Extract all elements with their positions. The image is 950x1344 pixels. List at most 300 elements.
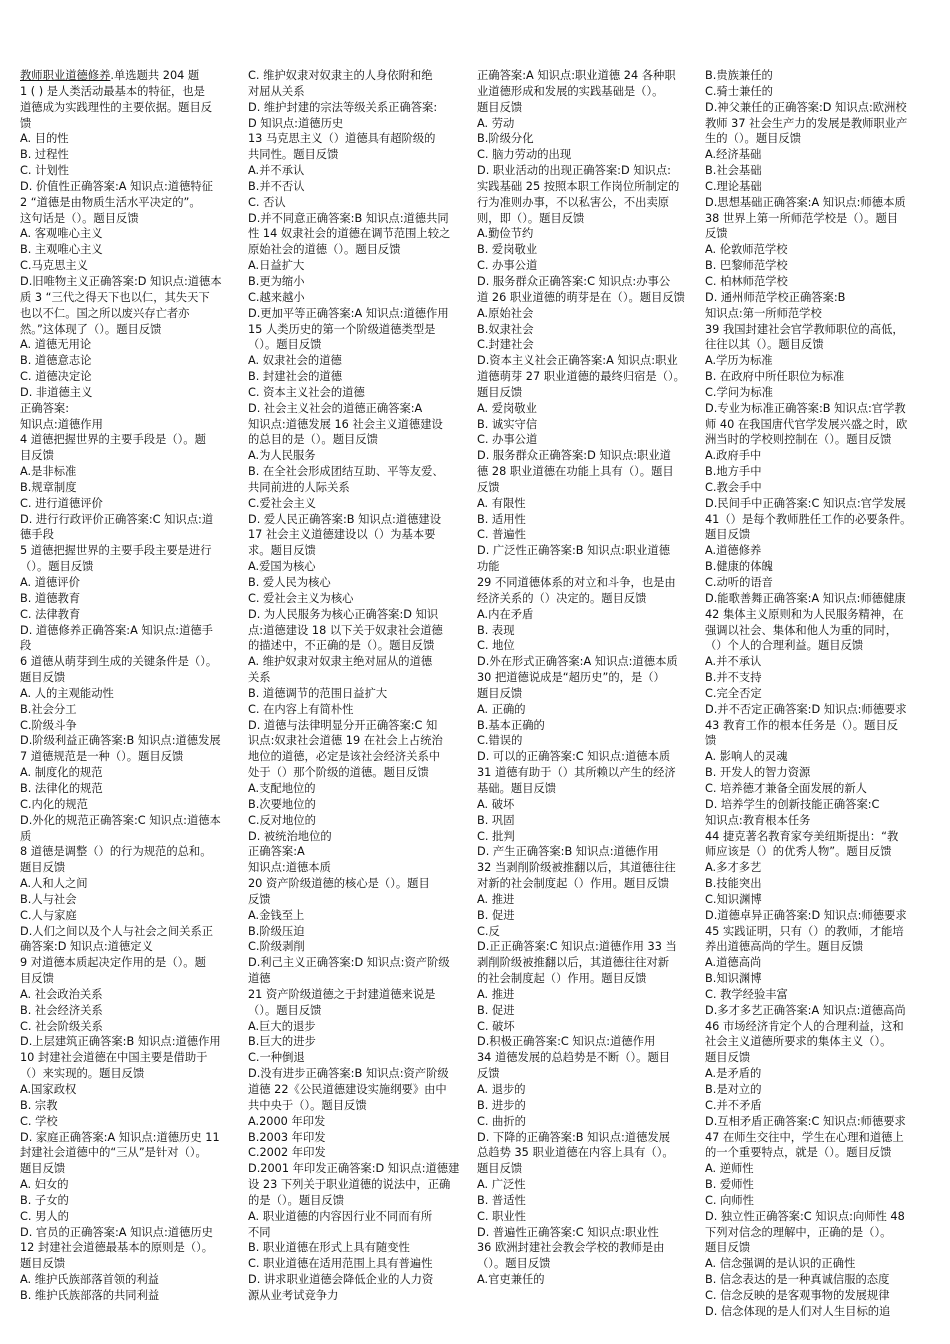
- text-line: 的描述中，不正确的是（）。题目反馈: [248, 639, 435, 653]
- text-line: 的总目的是（）。题目反馈: [248, 433, 378, 447]
- text-line: 题目反馈: [705, 1241, 751, 1255]
- text-line: 45 实践证明，只有（）的教师，才能培: [705, 924, 904, 938]
- text-line: D. 爱人民正确答案:B 知识点:道德建设: [248, 512, 441, 526]
- text-line: A. 人的主观能动性: [20, 686, 114, 700]
- text-line: D. 可以的正确答案:C 知识点:道德本质: [477, 750, 671, 764]
- text-line: D. 普遍性正确答案:C 知识点:职业性: [477, 1225, 659, 1239]
- text-line: 17 社会主义道德建设以（）为基本要: [248, 528, 436, 542]
- text-line: 生的（）。题目反馈: [705, 132, 802, 146]
- text-line: 5 道德把握世界的主要手段主要是进行: [20, 544, 212, 558]
- text-line: D. 家庭正确答案:A 知识点:道德历史 11: [20, 1130, 220, 1144]
- text-line: B. 爱人民为核心: [248, 576, 331, 589]
- text-line: 20 资产阶级道德的核心是（）。题目: [248, 877, 430, 891]
- text-line: 处于（）那个阶级的道德。题目反馈: [248, 766, 429, 780]
- text-line: 也以不仁。国之所以废兴存亡者亦: [20, 306, 190, 320]
- text-line: C. 道德决定论: [20, 370, 92, 384]
- text-line: 知识点:教育根本任务: [705, 813, 811, 827]
- text-line: D. 产生正确答案:B 知识点:道德作用: [477, 845, 659, 859]
- text-line: B. 开发人的智力资源: [705, 766, 811, 780]
- text-line: 源从业考试竞争力: [248, 1288, 339, 1302]
- text-line: B.基本正确的: [477, 718, 545, 732]
- text-line: A. 信念强调的是认识的正确性: [705, 1257, 856, 1271]
- text-line: B. 进步的: [477, 1098, 526, 1112]
- text-line: A. 道德无用论: [20, 338, 92, 352]
- text-line: D.正正确答案:C 知识点:道德作用 33 当: [477, 940, 677, 954]
- text-line: D.利己主义正确答案:D 知识点:资产阶级: [248, 956, 450, 970]
- text-line: B. 普适性: [477, 1193, 526, 1207]
- text-line: 42 集体主义原则和为人民服务精神，在: [705, 607, 904, 621]
- text-line: A. 妇女的: [20, 1178, 69, 1192]
- text-line: A. 有限性: [477, 496, 526, 510]
- text-line: C.内化的规范: [20, 797, 88, 811]
- text-line: A.巨大的退步: [248, 1019, 316, 1033]
- text-line: 题目反馈: [20, 671, 66, 685]
- text-line: C. 职业道德在适用范围上具有普遍性: [248, 1257, 433, 1271]
- text-line: A.经济基础: [705, 148, 762, 162]
- text-line: 下列对信念的理解中，正确的是（）。: [705, 1225, 892, 1239]
- text-line: 关系: [248, 671, 271, 685]
- text-line: C.马克思主义: [20, 259, 88, 273]
- text-line: D.人们之间以及个人与社会之间关系正: [20, 924, 214, 938]
- text-line: B. 社会经济关系: [20, 1003, 103, 1017]
- text-line: C. 曲折的: [477, 1114, 526, 1128]
- text-line: 38 世界上第一所师范学校是（）。题目: [705, 211, 899, 225]
- text-line: A.金钱至上: [248, 908, 305, 922]
- text-line: 往往以其（）。题目反馈: [705, 338, 824, 352]
- text-line: 共中央于（）。题目反馈: [248, 1098, 367, 1112]
- text-line: 题目反馈: [477, 686, 523, 700]
- text-line: D. 道德修养正确答案:A 知识点:道德手: [20, 623, 213, 637]
- text-line: D.思想基础正确答案:A 知识点:师德本质: [705, 195, 906, 209]
- text-line: 47 在师生交往中，学生在心理和道德上: [705, 1130, 904, 1144]
- text-line: B.技能突出: [705, 877, 762, 891]
- text-line: C.动听的语音: [705, 576, 773, 589]
- text-line: B. 子女的: [20, 1193, 69, 1207]
- text-line: C. 柏林师范学校: [705, 274, 788, 288]
- text-line: C. 普遍性: [477, 528, 526, 542]
- text-line: A. 职业道德的内容因行业不同而有所: [248, 1209, 433, 1223]
- text-line: 13 马克思主义（）道德具有超阶级的: [248, 132, 436, 146]
- text-line: D. 维护封建的宗法等级关系正确答案:: [248, 100, 438, 114]
- text-line: C. 爱社会主义为核心: [248, 591, 354, 605]
- text-line: D.能歌善舞正确答案:A 知识点:师德健康: [705, 591, 906, 605]
- text-line: B. 在全社会形成团结互助、平等友爱、: [248, 465, 444, 479]
- text-line: B. 巴黎师范学校: [705, 259, 788, 273]
- text-line: 师应该是（）的优秀人物”。题目反馈: [705, 845, 892, 859]
- text-line: 题目反馈: [20, 1257, 66, 1271]
- text-line: C.理论基础: [705, 179, 762, 193]
- text-line: 目反馈: [20, 972, 54, 986]
- text-line: D. 官员的正确答案:A 知识点:道德历史: [20, 1225, 213, 1239]
- text-line: C.爱社会主义: [248, 496, 316, 510]
- text-line: 34 道德发展的总趋势是不断（）。题目: [477, 1051, 671, 1065]
- text-line: 馈: [705, 734, 717, 748]
- text-line: C.知识渊博: [705, 892, 762, 906]
- text-line: B. 过程性: [20, 148, 69, 162]
- text-line: B.并不支持: [705, 671, 762, 685]
- text-line: 洲当时的学校则控制在（）。题目反馈: [705, 433, 892, 447]
- text-line: 对屈从关系: [248, 84, 305, 98]
- text-line: D.并不同意正确答案:B 知识点:道德共同: [248, 211, 449, 225]
- text-line: A.并不承认: [248, 164, 305, 178]
- text-line: D.道德卓异正确答案:D 知识点:师德要求: [705, 908, 907, 922]
- text-line: C. 职业性: [477, 1209, 526, 1223]
- text-line: 2 “道德是由物质生活水平决定的”。: [20, 195, 201, 209]
- text-line: 反馈: [477, 480, 500, 494]
- text-line: C. 否认: [248, 195, 286, 209]
- text-line: D. 服务群众正确答案:C 知识点:办事公: [477, 274, 671, 288]
- text-line: B.是对立的: [705, 1083, 762, 1096]
- text-line: （）。题目反馈: [248, 1003, 322, 1017]
- text-line: B. 爱师性: [705, 1178, 754, 1192]
- text-line: A. 奴隶社会的道德: [248, 354, 342, 368]
- text-line: C. 批判: [477, 829, 515, 843]
- text-line: 29 不同道德体系的对立和斗争，也是由: [477, 576, 676, 589]
- text-line: D.上层建筑正确答案:B 知识点:道德作用: [20, 1035, 221, 1049]
- text-line: 教师 37 社会生产力的发展是教师职业产: [705, 116, 908, 130]
- text-line: 地位的道德，必定是该社会经济关系中: [248, 750, 441, 764]
- text-line: 46 市场经济肯定个人的合理利益，这和: [705, 1019, 904, 1033]
- text-line: C. 教学经验丰富: [705, 987, 788, 1001]
- text-line: C. 破坏: [477, 1019, 515, 1033]
- text-line: 题目反馈: [477, 100, 523, 114]
- text-line: B. 主观唯心主义: [20, 243, 103, 257]
- text-line: 12 封建社会道德最基本的原则是（）。: [20, 1241, 214, 1255]
- text-line: C.反: [477, 924, 500, 938]
- text-line: 实践基础 25 按照本职工作岗位所制定的: [477, 179, 680, 193]
- text-line: A.爱国为核心: [248, 560, 316, 574]
- text-line: A.原始社会: [477, 306, 534, 320]
- text-line: 反馈: [248, 892, 271, 906]
- text-line: 段: [20, 639, 32, 653]
- text-line: B.社会基础: [705, 164, 762, 178]
- text-line: A.日益扩大: [248, 259, 305, 273]
- text-line: 31 道德有助于（）其所赖以产生的经济: [477, 766, 676, 780]
- text-line: 剥削阶级被推翻以后，其道德往往对新: [477, 956, 670, 970]
- text-line: D. 道德与法律明显分开正确答案:C 知: [248, 718, 438, 732]
- text-line: C. 学校: [20, 1114, 58, 1128]
- text-line: 反馈: [477, 1067, 500, 1081]
- text-line: 知识点:道德作用: [20, 417, 103, 431]
- text-line: C. 计划性: [20, 164, 69, 178]
- text-line: 共同性。题目反馈: [248, 148, 339, 162]
- text-line: 题目反馈: [20, 861, 66, 875]
- text-line: 的一个重要特点，就是（）。题目反馈: [705, 1146, 892, 1160]
- text-line: D.专业为标准正确答案:B 知识点:官学教: [705, 401, 906, 415]
- text-line: D.并不否定正确答案:D 知识点:师德要求: [705, 702, 907, 716]
- text-column-1: [20, 68, 238, 1338]
- text-line: B.阶级分化: [477, 132, 534, 146]
- text-line: A. 伦敦师范学校: [705, 243, 788, 257]
- text-line: A. 广泛性: [477, 1178, 526, 1192]
- text-line: 目反馈: [20, 449, 54, 463]
- text-line: C. 地位: [477, 639, 515, 653]
- text-line: B. 适用性: [477, 512, 526, 526]
- text-line: A. 维护奴隶对奴隶主绝对屈从的道德: [248, 655, 433, 669]
- text-line: D. 培养学生的创新技能正确答案:C: [705, 797, 880, 811]
- text-line: C.2002 年印发: [248, 1146, 326, 1160]
- text-line: 6 道德从萌芽到生成的关键条件是（）。: [20, 655, 218, 669]
- text-line: 设 23 下列关于职业道德的说法中，正确: [248, 1178, 451, 1192]
- text-line: B.2003 年印发: [248, 1130, 326, 1144]
- text-line: A. 劳动: [477, 116, 515, 130]
- text-line: 43 教育工作的根本任务是（）。题目反: [705, 718, 899, 732]
- text-line: B.并不否认: [248, 179, 305, 193]
- text-line: A.官吏兼任的: [477, 1273, 545, 1287]
- text-line: B.奴隶社会: [477, 322, 534, 336]
- text-line: B. 促进: [477, 908, 515, 922]
- text-line: B.规章制度: [20, 480, 77, 494]
- text-line: 正确答案:: [20, 401, 69, 415]
- text-line: B. 信念表达的是一种真诚信服的态度: [705, 1273, 890, 1287]
- text-line: 业道德形成和发展的实践基础是（）。: [477, 84, 664, 98]
- text-line: A.是非标准: [20, 465, 77, 479]
- text-line: D. 价值性正确答案:A 知识点:道德特征: [20, 179, 213, 193]
- text-line: C. 在内容上有简朴性: [248, 702, 354, 716]
- text-line: 德 28 职业道德在功能上具有（）。题目: [477, 465, 674, 479]
- text-line: D.资本主义社会正确答案:A 知识点:职业: [477, 354, 678, 368]
- text-line: B. 促进: [477, 1003, 515, 1017]
- text-line: C. 培养德才兼备全面发展的新人: [705, 781, 867, 795]
- text-line: A. 破坏: [477, 797, 515, 811]
- text-line: A. 推进: [477, 892, 515, 906]
- text-line: B. 宗教: [20, 1098, 58, 1112]
- text-line: 的是（）。题目反馈: [248, 1193, 345, 1207]
- text-line: 强调以社会、集体和他人为重的同时，: [705, 623, 898, 637]
- text-line: 不同: [248, 1225, 271, 1239]
- text-line: B.更为缩小: [248, 274, 305, 288]
- text-line: 养出道德高尚的学生。题目反馈: [705, 940, 864, 954]
- text-line: D. 通州师范学校正确答案:B: [705, 290, 846, 304]
- text-line: A.并不承认: [705, 655, 762, 669]
- text-line: B. 诚实守信: [477, 417, 538, 431]
- text-line: B. 表现: [477, 623, 515, 637]
- text-line: 知识点:道德本质: [248, 861, 331, 875]
- text-line: D. 服务群众正确答案:D 知识点:职业道: [477, 449, 671, 463]
- text-line: 性 14 奴隶社会的道德在调节范围上较之: [248, 227, 451, 241]
- text-line: 德手段: [20, 528, 54, 542]
- text-line: D.积极正确答案:C 知识点:道德作用: [477, 1035, 656, 1049]
- text-line: 点:道德建设 18 以下关于奴隶社会道德: [248, 623, 443, 637]
- text-line: A. 推进: [477, 987, 515, 1001]
- text-line: 9 对道德本质起决定作用的是（）。题: [20, 956, 206, 970]
- text-line: B. 爱岗敬业: [477, 243, 538, 257]
- text-line: C.一种倒退: [248, 1051, 305, 1065]
- text-line: 识点:奴隶社会道德 19 在社会上占统治: [248, 734, 443, 748]
- text-line: A. 爱岗敬业: [477, 401, 537, 415]
- text-line: A.人和人之间: [20, 877, 88, 891]
- text-line: D.没有进步正确答案:B 知识点:资产阶级: [248, 1067, 449, 1081]
- text-line: D.多才多艺正确答案:A 知识点:道德高尚: [705, 1003, 906, 1017]
- text-line: B.健康的体魄: [705, 560, 773, 574]
- text-line: 的社会制度起（）作用。题目反馈: [477, 972, 647, 986]
- text-line: D. 社会主义社会的道德正确答案:A: [248, 401, 423, 415]
- document-title: 教师职业道德修养: [20, 69, 111, 82]
- text-line: D. 下降的正确答案:B 知识点:道德发展: [477, 1130, 670, 1144]
- text-line: C.阶级剥削: [248, 940, 305, 954]
- text-line: C. 社会阶级关系: [20, 1019, 103, 1033]
- text-line: D.神父兼任的正确答案:D 知识点:欧洲校: [705, 100, 907, 114]
- text-line: A.2000 年印发: [248, 1114, 326, 1128]
- text-line: D. 讲求职业道德会降低企业的人力资: [248, 1273, 434, 1287]
- text-line: 原始社会的道德（）。题目反馈: [248, 243, 401, 257]
- text-line: C.教会手中: [705, 480, 762, 494]
- text-line: 题目反馈: [705, 528, 751, 542]
- text-line: 求。题目反馈: [248, 544, 316, 558]
- text-line: D.更加平等正确答案:A 知识点:道德作用: [248, 306, 449, 320]
- text-line: D. 被统治地位的: [248, 829, 332, 843]
- text-line: D. 为人民服务为核心正确答案:D 知识: [248, 607, 439, 621]
- text-line: D. 非道德主义: [20, 385, 93, 399]
- text-line: C.人与家庭: [20, 908, 77, 922]
- text-line: B. 巩固: [477, 813, 515, 827]
- text-line: C. 进行道德评价: [20, 496, 103, 510]
- text-line: A. 正确的: [477, 702, 526, 716]
- text-line: D.阶级利益正确答案:B 知识点:道德发展: [20, 734, 221, 748]
- document-subtitle: .单选题共 204 题: [110, 69, 200, 82]
- text-line: C. 法律教育: [20, 607, 81, 621]
- text-line: 1 ( ) 是人类活动最基本的特征，也是: [20, 84, 205, 98]
- text-line: A.学历为标准: [705, 354, 773, 368]
- text-line: （）。题目反馈: [477, 1257, 551, 1271]
- text-line: 题目反馈: [477, 385, 523, 399]
- text-line: B. 道德教育: [20, 591, 81, 605]
- text-line: 总趋势 35 职业道德在内容上具有（）。: [477, 1146, 674, 1160]
- text-line: 道德成为实践理性的主要依据。题目反: [20, 100, 213, 114]
- text-line: 正确答案:A: [248, 845, 305, 859]
- text-line: A. 维护氏族部落首领的利益: [20, 1273, 159, 1287]
- text-line: A.内在矛盾: [477, 607, 534, 621]
- text-line: B.人与社会: [20, 892, 77, 906]
- text-line: C.越来越小: [248, 290, 305, 304]
- text-line: B. 道德意志论: [20, 354, 92, 368]
- text-line: 知识点:第一所师范学校: [705, 306, 822, 320]
- text-line: D.外在形式正确答案:A 知识点:道德本质: [477, 655, 678, 669]
- text-line: C.学问为标准: [705, 385, 773, 399]
- text-line: 题目反馈: [705, 1051, 751, 1065]
- text-line: 师 40 在我国唐代官学发展兴盛之时，欧: [705, 417, 908, 431]
- text-line: 15 人类历史的第一个阶级道德类型是: [248, 322, 436, 336]
- text-line: D.2001 年印发正确答案:D 知识点:道德建: [248, 1162, 460, 1176]
- text-line: D 知识点:道德历史: [248, 116, 344, 130]
- text-line: （）。题目反馈: [248, 338, 322, 352]
- text-line: A.多才多艺: [705, 861, 762, 875]
- text-column-3: [477, 68, 695, 1338]
- text-line: B. 在政府中所任职位为标准: [705, 370, 845, 384]
- text-line: 馈: [20, 116, 32, 130]
- text-line: B.巨大的进步: [248, 1035, 316, 1049]
- text-line: B.贵族兼任的: [705, 69, 773, 82]
- text-line: 然。”这体现了（）。题目反馈: [20, 322, 162, 336]
- text-line: A.为人民服务: [248, 449, 316, 463]
- text-line: （）来实现的。题目反馈: [20, 1067, 145, 1081]
- text-line: 社会主义道德所要求的集体主义（）。: [705, 1035, 892, 1049]
- text-line: C.并不矛盾: [705, 1098, 762, 1112]
- text-line: 基础。题目反馈: [477, 781, 557, 795]
- text-line: B. 法律化的规范: [20, 781, 103, 795]
- text-line: C. 向师性: [705, 1193, 754, 1207]
- text-line: 36 欧洲封建社会教会学校的教师是由: [477, 1241, 665, 1255]
- text-line: C. 办事公道: [477, 433, 538, 447]
- text-line: A. 社会政治关系: [20, 987, 103, 1001]
- text-line: 确答案:D 知识点:道德定义: [20, 940, 153, 954]
- document-heading: [20, 68, 238, 84]
- text-line: A. 客观唯心主义: [20, 227, 103, 241]
- text-line: B. 维护氏族部落的共同利益: [20, 1288, 160, 1302]
- text-line: A.政府手中: [705, 449, 762, 463]
- text-line: D. 独立性正确答案:C 知识点:向师性 48: [705, 1209, 905, 1223]
- text-line: 10 封建社会道德在中国主要是借助于: [20, 1051, 208, 1065]
- text-line: C. 维护奴隶对奴隶主的人身依附和绝: [248, 69, 433, 82]
- text-line: C.完全否定: [705, 686, 762, 700]
- text-line: B.社会分工: [20, 702, 77, 716]
- text-line: B.地方手中: [705, 465, 762, 479]
- text-line: 32 当剥削阶级被推翻以后，其道德往往: [477, 861, 676, 875]
- text-line: 30 把道德说成是“超历史”的，是（）: [477, 671, 665, 685]
- text-line: D. 广泛性正确答案:B 知识点:职业道德: [477, 544, 670, 558]
- text-line: D. 进行行政评价正确答案:C 知识点:道: [20, 512, 214, 526]
- text-line: A.是矛盾的: [705, 1067, 762, 1081]
- text-line: A. 影响人的灵魂: [705, 750, 788, 764]
- text-line: C. 男人的: [20, 1209, 69, 1223]
- text-line: C.封建社会: [477, 338, 534, 352]
- text-line: C. 资本主义社会的道德: [248, 385, 365, 399]
- text-line: 知识点:道德发展 16 社会主义道德建设: [248, 417, 443, 431]
- text-line: D.民间手中正确答案:C 知识点:官学发展: [705, 496, 906, 510]
- text-line: 共同前进的人际关系: [248, 480, 350, 494]
- text-line: 对新的社会制度起（）作用。题目反馈: [477, 877, 670, 891]
- text-line: A. 逆师性: [705, 1162, 754, 1176]
- text-line: 道 26 职业道德的萌芽是在（）。题目反馈: [477, 290, 685, 304]
- text-line: A. 道德评价: [20, 576, 80, 589]
- text-line: D.互相矛盾正确答案:C 知识点:师德要求: [705, 1114, 906, 1128]
- text-line: C. 办事公道: [477, 259, 538, 273]
- text-line: 封建社会道德中的“三从”是针对（）。: [20, 1146, 207, 1160]
- text-line: A. 目的性: [20, 132, 69, 146]
- text-line: 正确答案:A 知识点:职业道德 24 各种职: [477, 69, 676, 82]
- text-line: 39 我国封建社会官学教师职位的高低，: [705, 322, 904, 336]
- text-line: 这句话是（）。题目反馈: [20, 211, 139, 225]
- text-line: 质 3 “三代之得天下也以仁，其失天下: [20, 290, 210, 304]
- text-line: 题目反馈: [20, 1162, 66, 1176]
- text-line: D.旧唯物主义正确答案:D 知识点:道德本: [20, 274, 222, 288]
- text-line: A. 制度化的规范: [20, 766, 103, 780]
- text-line: C. 信念反映的是客观事物的发展规律: [705, 1288, 890, 1302]
- text-line: B.知识渊博: [705, 972, 762, 986]
- text-line: 则，即（）。题目反馈: [477, 211, 585, 225]
- text-line: A.道德修养: [705, 544, 762, 558]
- text-line: 质: [20, 829, 32, 843]
- text-line: 7 道德规范是一种（）。题目反馈: [20, 750, 184, 764]
- text-line: C.反对地位的: [248, 813, 316, 827]
- text-line: C.错误的: [477, 734, 523, 748]
- text-line: B. 职业道德在形式上具有随变性: [248, 1241, 410, 1255]
- text-line: （）。题目反馈: [20, 560, 94, 574]
- text-line: D. 职业活动的出现正确答案:D 知识点:: [477, 164, 671, 178]
- text-line: D.外化的规范正确答案:C 知识点:道德本: [20, 813, 221, 827]
- text-line: 道德萌芽 27 职业道德的最终归宿是（）。: [477, 370, 685, 384]
- text-line: 4 道德把握世界的主要手段是（）。题: [20, 433, 206, 447]
- text-line: 道德: [248, 972, 271, 986]
- text-line: A.国家政权: [20, 1083, 77, 1096]
- text-line: 44 捷克著名教育家夸美纽斯提出：“教: [705, 829, 899, 843]
- text-line: A.勤俭节约: [477, 227, 534, 241]
- text-column-4: [705, 68, 923, 1338]
- text-line: 41（）是每个教师胜任工作的必要条件。: [705, 512, 912, 526]
- text-line: A. 退步的: [477, 1083, 526, 1096]
- text-line: 题目反馈: [477, 1162, 523, 1176]
- text-line: 行为准则办事，不以私害公，不出卖原: [477, 195, 670, 209]
